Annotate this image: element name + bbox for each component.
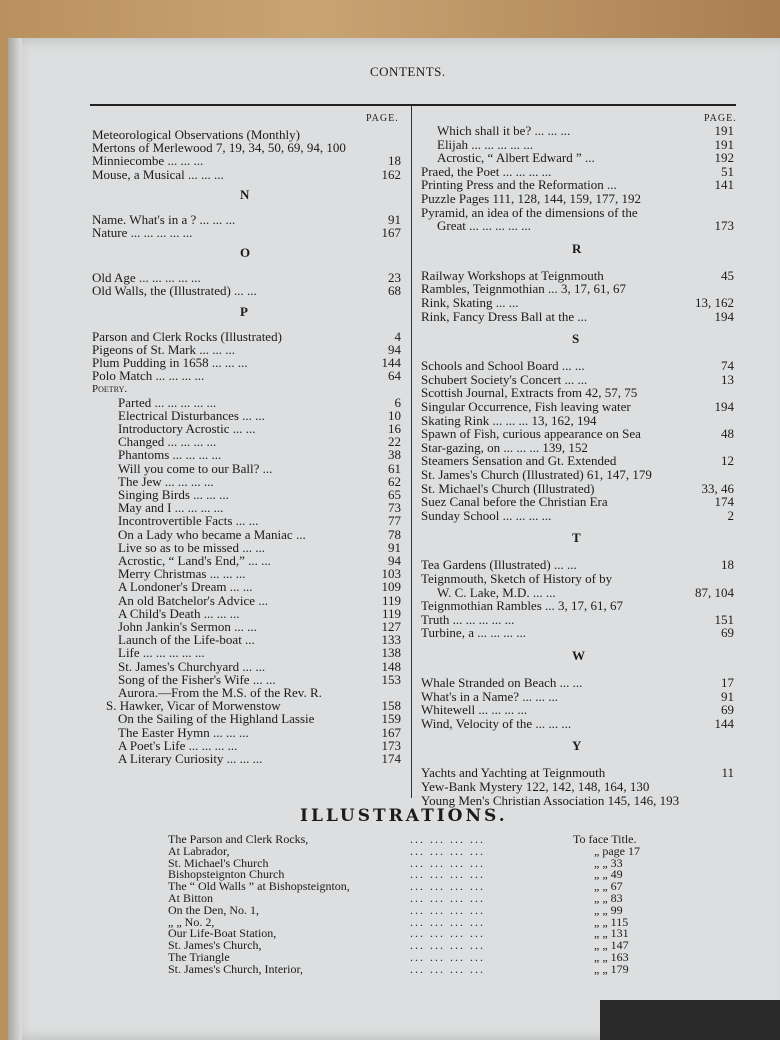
index-entry: Whitewell ... ... ... ... <box>421 702 528 718</box>
index-entry: Parted ... ... ... ... ... <box>118 394 217 410</box>
page-number: 151 <box>714 611 734 627</box>
page-number: 194 <box>714 399 734 414</box>
page-number: 174 <box>714 494 734 510</box>
page-number: 78 <box>388 526 401 542</box>
index-entry: Will you come to our Ball? ... <box>118 460 273 476</box>
index-entry: St. James's Church (Illustrated) 61, 147, 179 <box>421 467 652 482</box>
page-number: 18 <box>721 557 734 573</box>
index-entry: S. Hawker, Vicar of Morwenstow <box>106 698 281 714</box>
index-entry: Polo Match ... ... ... ... <box>92 368 205 384</box>
index-entry: Great ... ... ... ... ... <box>437 218 531 234</box>
index-entry: Rink, Fancy Dress Ball at the ... <box>421 308 588 324</box>
page-number: 69 <box>721 625 734 641</box>
index-entry: St. Michael's Church (Illustrated) <box>421 480 595 496</box>
page-number: 16 <box>388 421 401 436</box>
index-entry: Minniecombe ... ... ... <box>92 153 204 169</box>
section-letter: P <box>240 303 248 319</box>
page-number: 13 <box>721 371 734 387</box>
index-entry: Puzzle Pages 111, 128, 144, 159, 177, 192 <box>421 191 642 206</box>
index-entry: Singing Birds ... ... ... <box>118 487 229 502</box>
index-entry: An old Batchelor's Advice ... <box>118 592 269 608</box>
illustration-entry: At Labrador, <box>168 843 230 858</box>
index-entry: A Child's Death ... ... ... <box>118 605 240 621</box>
page-label-left: PAGE. <box>366 113 399 124</box>
illustrations-title: ILLUSTRATIONS. <box>300 806 508 826</box>
index-entry: Poetry. <box>92 383 128 396</box>
index-entry: Parson and Clerk Rocks (Illustrated) <box>92 328 282 344</box>
page-number: 13, 162 <box>695 295 734 310</box>
page-label-right: PAGE. <box>704 113 737 124</box>
index-entry: Life ... ... ... ... ... <box>118 645 205 661</box>
page-number: 4 <box>394 328 401 344</box>
dot-leader: ... ... ... ... <box>410 961 485 976</box>
index-entry: Teignmothian Rambles ... 3, 17, 61, 67 <box>421 598 624 614</box>
page-number: 103 <box>381 566 401 582</box>
index-entry: Whale Stranded on Beach ... ... <box>421 675 583 690</box>
dot-leader: ... ... ... ... <box>410 879 485 894</box>
page-number: 91 <box>721 688 734 704</box>
index-entry: Schools and School Board ... ... <box>421 358 585 374</box>
dot-leader: ... ... ... ... <box>410 891 485 905</box>
illustration-page: „ „ 179 <box>594 961 629 976</box>
index-entry: Live so as to be missed ... ... <box>118 539 265 555</box>
index-entry: Schubert Society's Concert ... ... <box>421 371 588 387</box>
index-entry: Acrostic, “ Land's End,” ... ... <box>118 553 271 568</box>
index-entry: A Poet's Life ... ... ... ... <box>118 737 238 753</box>
page-number: 51 <box>721 163 734 179</box>
index-entry: Wind, Velocity of the ... ... ... <box>421 715 572 731</box>
index-entry: What's in a Name? ... ... ... <box>421 688 558 704</box>
page-number: 2 <box>727 507 734 523</box>
index-entry: The Jew ... ... ... ... <box>118 473 214 489</box>
page-number: 153 <box>381 671 401 687</box>
illustration-page: „ „ 147 <box>594 938 629 953</box>
index-entry: Rambles, Teignmothian ... 3, 17, 61, 67 <box>421 281 627 297</box>
index-entry: Teignmouth, Sketch of History of by <box>421 571 613 586</box>
page-number: 33, 46 <box>701 480 734 496</box>
page-number: 91 <box>388 539 401 555</box>
page-number: 119 <box>381 605 401 621</box>
dot-leader: ... ... ... ... <box>410 855 485 870</box>
page-number: 12 <box>721 453 734 469</box>
dot-leader: ... ... ... ... <box>410 843 485 858</box>
index-entry: Steamers Sensation and Gt. Extended <box>421 453 617 469</box>
illustration-page: „ „ 33 <box>594 855 623 870</box>
page-number: 38 <box>388 447 401 463</box>
section-letter: N <box>240 186 250 202</box>
page-number: 91 <box>388 211 401 227</box>
illustration-entry: St. Michael's Church <box>168 855 269 870</box>
index-entry: Nature ... ... ... ... ... <box>92 225 193 240</box>
page-number: 17 <box>721 675 734 690</box>
index-entry: Electrical Disturbances ... ... <box>118 407 265 423</box>
page-number: 94 <box>388 341 401 357</box>
page-number: 173 <box>714 218 734 234</box>
page-number: 141 <box>714 177 734 193</box>
section-letter: O <box>240 245 251 261</box>
index-entry: Suez Canal before the Christian Era <box>421 494 608 510</box>
page-number: 6 <box>394 394 401 410</box>
page-number: 174 <box>381 751 401 766</box>
illustration-entry: The Parson and Clerk Rocks, <box>168 832 309 846</box>
page-number: 192 <box>714 150 734 166</box>
dot-leader: ... ... ... ... <box>410 950 485 964</box>
dot-leader: ... ... ... ... <box>410 938 485 953</box>
page-number: 45 <box>721 267 734 283</box>
index-entry: Skating Rink ... ... ... 13, 162, 194 <box>421 412 597 428</box>
page-number: 109 <box>381 579 401 595</box>
illustration-page: „ „ 99 <box>594 902 623 917</box>
illustration-page: „ page 17 <box>594 843 640 858</box>
illustration-page: To face Title. <box>573 832 637 846</box>
index-entry: Phantoms ... ... ... ... <box>118 447 222 463</box>
page-number: 61 <box>388 460 401 476</box>
illustration-page: „ „ 163 <box>594 950 629 964</box>
section-letter: S <box>572 331 580 347</box>
index-entry: Sunday School ... ... ... ... <box>421 507 552 523</box>
index-entry: Old Walls, the (Illustrated) ... ... <box>92 283 257 299</box>
index-entry: Pyramid, an idea of the dimensions of the <box>421 204 638 220</box>
section-letter: W <box>572 648 585 663</box>
index-entry: Name. What's in a ? ... ... ... <box>92 211 236 227</box>
illustration-page: „ „ 115 <box>594 914 629 929</box>
page-number: 119 <box>381 592 401 608</box>
page-header: CONTENTS. <box>370 64 446 79</box>
section-letter: Y <box>572 738 582 754</box>
page-number: 194 <box>714 308 734 324</box>
index-entry: A Literary Curiosity ... ... ... <box>118 751 263 766</box>
page-number: 65 <box>388 487 401 502</box>
page-number: 148 <box>381 658 401 674</box>
page-number: 144 <box>381 355 401 370</box>
index-entry: Singular Occurrence, Fish leaving water <box>421 399 631 414</box>
index-entry: Which shall it be? ... ... ... <box>437 123 571 138</box>
page-number: 23 <box>388 270 401 286</box>
page-number: 68 <box>388 283 401 299</box>
index-entry: Acrostic, “ Albert Edward ” ... <box>437 150 595 166</box>
page-number: 74 <box>721 358 734 374</box>
index-entry: Introductory Acrostic ... ... <box>118 421 256 436</box>
page-number: 10 <box>388 407 401 423</box>
dot-leader: ... ... ... ... <box>410 832 485 846</box>
index-entry: A Londoner's Dream ... ... <box>118 579 253 595</box>
page-number: 191 <box>714 136 734 152</box>
page-number: 64 <box>388 368 401 384</box>
index-entry: On a Lady who became a Maniac ... <box>118 526 306 542</box>
index-entry: On the Sailing of the Highland Lassie <box>118 711 315 727</box>
page-number: 162 <box>381 166 401 182</box>
page-number: 94 <box>388 553 401 568</box>
illustration-entry: St. James's Church, <box>168 938 262 953</box>
page-number: 144 <box>714 715 734 731</box>
index-entry: Aurora.—From the M.S. of the Rev. R. <box>118 685 322 700</box>
page-number: 167 <box>381 724 401 740</box>
page-number: 159 <box>381 711 401 727</box>
illustration-entry: „ „ No. 2, <box>168 914 215 929</box>
index-entry: Spawn of Fish, curious appearance on Sea <box>421 426 641 442</box>
index-entry: Scottish Journal, Extracts from 42, 57, 75 <box>421 385 638 401</box>
index-entry: Rink, Skating ... ... <box>421 295 519 310</box>
index-entry: W. C. Lake, M.D. ... ... <box>437 584 556 600</box>
index-entry: Old Age ... ... ... ... ... <box>92 270 201 286</box>
page-number: 191 <box>714 123 734 138</box>
index-entry: Launch of the Life-boat ... <box>118 632 255 648</box>
index-entry: John Jankin's Sermon ... ... <box>118 619 257 634</box>
illustration-page: „ „ 67 <box>594 879 623 894</box>
header-rule <box>90 104 736 106</box>
index-entry: St. James's Churchyard ... ... <box>118 658 266 674</box>
page-number: 158 <box>381 698 401 714</box>
page-number: 173 <box>381 737 401 753</box>
column-divider <box>411 106 412 798</box>
illustration-page: „ „ 131 <box>594 926 629 941</box>
page-number: 127 <box>381 619 401 634</box>
index-entry: Song of the Fisher's Wife ... ... <box>118 671 276 687</box>
page-number: 133 <box>381 632 401 648</box>
page-number: 73 <box>388 500 401 516</box>
index-entry: Railway Workshops at Teignmouth <box>421 267 604 283</box>
index-entry: Plum Pudding in 1658 ... ... ... <box>92 355 248 370</box>
index-entry: Printing Press and the Reformation ... <box>421 177 617 193</box>
page-number: 48 <box>721 426 734 442</box>
index-entry: The Easter Hymn ... ... ... <box>118 724 249 740</box>
dot-leader: ... ... ... ... <box>410 914 485 929</box>
page-shadow <box>600 1000 780 1040</box>
illustration-entry: St. James's Church, Interior, <box>168 961 303 976</box>
illustration-page: „ „ 49 <box>594 867 623 882</box>
page-number: 18 <box>388 153 401 169</box>
page-number: 22 <box>388 434 401 450</box>
illustration-entry: The Triangle <box>168 950 230 964</box>
index-entry: Yew-Bank Mystery 122, 142, 148, 164, 130 <box>421 779 650 794</box>
page-number: 77 <box>388 513 401 529</box>
index-entry: Turbine, a ... ... ... ... <box>421 625 526 641</box>
index-entry: Elijah ... ... ... ... ... <box>437 136 534 152</box>
index-entry: Mertons of Merlewood 7, 19, 34, 50, 69, 94, 100 <box>92 140 346 156</box>
illustration-entry: Our Life-Boat Station, <box>168 926 277 941</box>
index-entry: Mouse, a Musical ... ... ... <box>92 166 224 182</box>
index-entry: Pigeons of St. Mark ... ... ... <box>92 341 235 357</box>
index-entry: Tea Gardens (Illustrated) ... ... <box>421 557 577 573</box>
illustration-page: „ „ 83 <box>594 891 623 905</box>
page-number: 138 <box>381 645 401 661</box>
index-entry: Yachts and Yachting at Teignmouth <box>421 765 606 781</box>
index-entry: Young Men's Christian Association 145, 146, 193 <box>421 792 680 808</box>
dot-leader: ... ... ... ... <box>410 926 485 941</box>
index-entry: Merry Christmas ... ... ... <box>118 566 246 582</box>
illustration-entry: The “ Old Walls ” at Bishopsteignton, <box>168 879 350 894</box>
index-entry: Meteorological Observations (Monthly) <box>92 127 300 142</box>
page-number: 69 <box>721 702 734 718</box>
illustration-entry: On the Den, No. 1, <box>168 902 259 917</box>
page-number: 11 <box>721 765 734 781</box>
index-entry: May and I ... ... ... ... <box>118 500 224 516</box>
section-letter: T <box>572 530 581 546</box>
page-number: 167 <box>381 225 401 240</box>
illustration-entry: At Bitton <box>168 891 214 905</box>
illustration-entry: Bishopsteignton Church <box>168 867 285 882</box>
index-entry: Praed, the Poet ... ... ... ... <box>421 163 552 179</box>
dot-leader: ... ... ... ... <box>410 902 485 917</box>
dot-leader: ... ... ... ... <box>410 867 485 882</box>
index-entry: Star-gazing, on ... ... ... 139, 152 <box>421 439 588 455</box>
index-entry: Truth ... ... ... ... ... <box>421 611 515 627</box>
index-entry: Changed ... ... ... ... <box>118 434 217 450</box>
page-number: 87, 104 <box>695 584 734 600</box>
index-entry: Incontrovertible Facts ... ... <box>118 513 259 529</box>
section-letter: R <box>572 240 582 256</box>
page-number: 62 <box>388 473 401 489</box>
